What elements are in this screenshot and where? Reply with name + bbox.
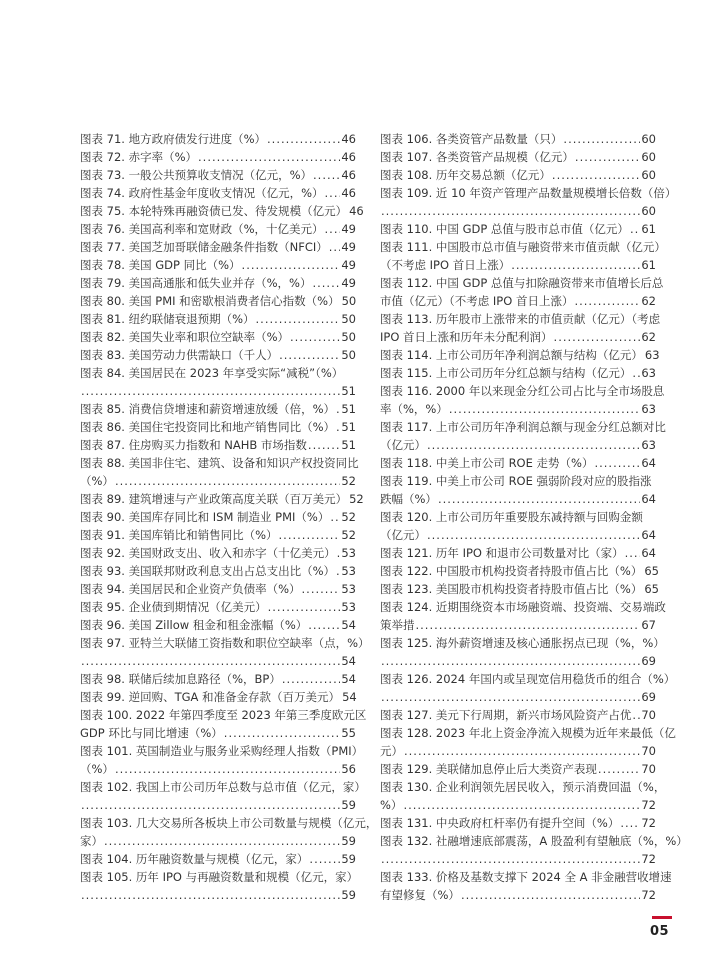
toc-dot-leader <box>563 130 640 148</box>
toc-entry-page: 65 <box>644 564 659 578</box>
toc-entry[interactable] <box>80 562 356 580</box>
toc-dot-leader <box>511 256 640 274</box>
toc-entry-page: 49 <box>341 276 356 290</box>
toc-entry[interactable] <box>80 400 356 418</box>
toc-entry[interactable] <box>80 148 356 166</box>
toc-entry-page: 60 <box>641 204 656 218</box>
toc-entry-title: 图表 78. 美国 GDP 同比（%） <box>80 258 241 272</box>
toc-entry[interactable] <box>80 256 356 274</box>
toc-entry[interactable] <box>380 238 666 274</box>
toc-entry[interactable] <box>380 814 656 832</box>
toc-entry[interactable] <box>80 454 359 490</box>
toc-entry-page: 53 <box>341 600 356 614</box>
toc-entry[interactable] <box>80 310 356 328</box>
toc-entry[interactable] <box>80 868 359 904</box>
toc-dot-leader <box>325 184 341 202</box>
toc-entry-page: 55 <box>341 726 356 740</box>
toc-entry-page: 54 <box>341 672 356 686</box>
toc-entry[interactable] <box>380 580 659 598</box>
toc-entry-title: 图表 95. 企业债到期情况（亿美元） <box>80 600 267 614</box>
toc-entry-page: 52 <box>349 492 364 506</box>
toc-dot-leader <box>336 400 340 418</box>
toc-entry-title: （亿元） <box>380 528 426 542</box>
toc-entry-title: 跌幅（%） <box>380 492 437 506</box>
toc-entry[interactable] <box>380 670 676 706</box>
toc-entry-title: 图表 104. 历年融资数量与规模（亿元，家） <box>80 852 309 866</box>
toc-entry-title: 策举措 <box>380 618 415 632</box>
toc-dot-leader <box>325 220 341 238</box>
toc-entry-page: 50 <box>341 348 356 362</box>
toc-dot-leader <box>625 544 641 562</box>
toc-dot-leader <box>308 616 340 634</box>
toc-entry-title: 图表 103. 几大交易所各板块上市公司数量与规模（亿元， <box>80 816 378 830</box>
toc-entry-title: 图表 116. 2000 年以来现金分红公司占比与全市场股息 <box>380 384 665 398</box>
toc-entry-title: 图表 83. 美国劳动力供需缺口（千人） <box>80 348 279 362</box>
toc-entry-page: 49 <box>341 240 356 254</box>
toc-right-column <box>380 130 688 904</box>
toc-entry-page: 54 <box>341 618 356 632</box>
toc-dot-leader <box>337 544 341 562</box>
toc-dot-leader <box>381 202 640 220</box>
toc-entry-page: 65 <box>644 582 659 596</box>
toc-entry-page: 54 <box>342 690 357 704</box>
toc-dot-leader <box>632 706 640 724</box>
toc-entry-title: 图表 98. 联储后续加息路径（%，BP） <box>80 672 281 686</box>
toc-entry-title: 图表 115. 上市公司历年分红总额与结构（亿元） <box>380 366 632 380</box>
toc-entry-title: 图表 102. 我国上市公司历年总数与总市值（亿元，家） <box>80 780 366 794</box>
toc-entry-page: 64 <box>641 528 656 542</box>
toc-entry[interactable] <box>80 616 356 634</box>
toc-entry-title: 图表 133. 价格及基数支撑下 2024 全 A 非金融营收增速 <box>380 870 672 884</box>
toc-entry-title: 图表 112. 中国 GDP 总值与扣除融资带来市值增长后总 <box>380 276 664 290</box>
toc-entry-title: 图表 120. 上市公司历年重要股东减持额与回购金额 <box>380 510 643 524</box>
toc-entry-page: 67 <box>641 618 656 632</box>
toc-entry[interactable] <box>80 598 356 616</box>
toc-entry[interactable] <box>380 364 656 382</box>
toc-dot-leader <box>630 220 640 238</box>
toc-entry-page: 62 <box>641 330 656 344</box>
toc-entry[interactable] <box>80 526 356 544</box>
toc-entry-page: 52 <box>341 528 356 542</box>
toc-entry[interactable] <box>380 508 656 544</box>
toc-dot-leader <box>381 688 640 706</box>
toc-entry-title: 有望修复（%） <box>380 888 460 902</box>
toc-dot-leader <box>438 490 640 508</box>
toc-dot-leader <box>267 130 340 148</box>
toc-entry-page: 61 <box>641 258 656 272</box>
toc-dot-leader <box>427 526 640 544</box>
toc-entry[interactable] <box>80 184 356 202</box>
toc-entry-page: 69 <box>641 654 656 668</box>
toc-entry-title: 图表 82. 美国失业率和职位空缺率（%） <box>80 330 290 344</box>
toc-entry-page: 51 <box>341 420 356 434</box>
toc-entry-title: 图表 125. 海外薪资增速及核心通胀拐点已现（%，%） <box>380 636 665 650</box>
toc-dot-leader <box>242 256 341 274</box>
toc-entry[interactable] <box>380 274 664 310</box>
toc-entry-page: 59 <box>341 852 356 866</box>
toc-dot-leader <box>81 886 340 904</box>
toc-dot-leader <box>279 346 340 364</box>
toc-entry[interactable] <box>380 868 672 904</box>
toc-entry-title: （%） <box>80 474 114 488</box>
toc-dot-leader <box>329 238 341 256</box>
toc-entry-page: 62 <box>641 294 656 308</box>
toc-entry-page: 49 <box>341 222 356 236</box>
toc-entry-page: 59 <box>341 798 356 812</box>
toc-entry-title: %） <box>380 798 403 812</box>
toc-entry-title: 图表 73. 一般公共预算收支情况（亿元，%） <box>80 168 313 182</box>
toc-entry-title: 元） <box>380 744 403 758</box>
toc-entry-page: 64 <box>641 456 656 470</box>
toc-entry-page: 70 <box>641 744 656 758</box>
toc-entry-title: 图表 117. 上市公司历年净利润总额与现金分红总额对比 <box>380 420 666 434</box>
toc-entry-page: 51 <box>341 438 356 452</box>
toc-dot-leader <box>313 166 340 184</box>
toc-entry-title: 图表 75. 本轮特殊再融资债已发、待发规模（亿元） <box>80 204 348 218</box>
toc-entry-title: 图表 122. 中国股市机构投资者持股市值占比（%） <box>380 564 643 578</box>
toc-entry-title: 图表 119. 中美上市公司 ROE 强弱阶段对应的股指涨 <box>380 474 652 488</box>
toc-entry[interactable] <box>80 292 356 310</box>
toc-entry-page: 61 <box>641 222 656 236</box>
toc-dot-leader <box>81 382 340 400</box>
toc-entry[interactable] <box>80 418 356 436</box>
toc-entry-title: 图表 123. 美国股市机构投资者持股市值占比（%） <box>380 582 643 596</box>
toc-entry-title: 图表 74. 政府性基金年度收支情况（亿元，%） <box>80 186 324 200</box>
toc-entry-title: 图表 97. 亚特兰大联储工资指数和职位空缺率（点，%） <box>80 636 370 650</box>
toc-entry[interactable] <box>80 490 364 508</box>
toc-entry[interactable] <box>380 706 656 724</box>
toc-entry[interactable] <box>380 760 656 778</box>
toc-entry-title: （%） <box>80 762 114 776</box>
toc-dot-leader <box>427 436 640 454</box>
toc-entry-page: 70 <box>641 762 656 776</box>
toc-entry-title: 图表 93. 美国联邦财政利息支出占总支出比（%） <box>80 564 336 578</box>
toc-entry-title: 图表 99. 逆回购、TGA 和准备金存款（百万美元） <box>80 690 341 704</box>
toc-dot-leader <box>256 310 341 328</box>
toc-entry-title: 率（%，%） <box>380 402 448 416</box>
toc-entry-page: 54 <box>341 654 356 668</box>
toc-entry-title: 图表 81. 纽约联储衰退预期（%） <box>80 312 255 326</box>
toc-entry[interactable] <box>380 832 688 868</box>
toc-entry-title: 图表 109. 近 10 年资产管理产品数量规模增长倍数（倍） <box>380 186 677 200</box>
toc-entry-title: 图表 100. 2022 年第四季度至 2023 年第三季度欧元区 <box>80 708 367 722</box>
toc-entry-page: 59 <box>341 834 356 848</box>
toc-entry-page: 52 <box>341 474 356 488</box>
toc-entry-page: 50 <box>341 294 357 308</box>
toc-entry-title: 图表 92. 美国财政支出、收入和赤字（十亿美元） <box>80 546 336 560</box>
toc-dot-leader <box>416 616 641 634</box>
toc-dot-leader <box>282 670 341 688</box>
toc-entry-title: 图表 121. 历年 IPO 和退市公司数量对比（家） <box>380 546 624 560</box>
toc-entry[interactable] <box>80 436 356 454</box>
toc-entry-title: 图表 101. 英国制造业与服务业采购经理人指数（PMI） <box>80 744 364 758</box>
toc-entry-title: 图表 129. 美联储加息停止后大类资产表现 <box>380 762 597 776</box>
toc-dot-leader <box>575 148 640 166</box>
toc-dot-leader <box>268 598 341 616</box>
toc-entry-title: 图表 76. 美国高利率和宽财政（%，十亿美元） <box>80 222 324 236</box>
toc-entry[interactable] <box>80 670 356 688</box>
toc-entry-page: 53 <box>341 564 356 578</box>
toc-entry-page: 50 <box>341 312 356 326</box>
page-number: 05 <box>650 924 670 939</box>
toc-entry[interactable] <box>380 148 656 166</box>
toc-entry-page: 60 <box>641 168 656 182</box>
toc-entry-title: 图表 131. 中央政府杠杆率仍有提升空间（%） <box>380 816 620 830</box>
toc-entry-title: 图表 94. 美国居民和企业资产负债率（%） <box>80 582 301 596</box>
toc-entry-page: 53 <box>341 546 356 560</box>
toc-entry[interactable] <box>80 778 366 814</box>
toc-entry-title: 图表 130. 企业利润领先居民收入，预示消费回温（%， <box>380 780 666 794</box>
toc-dot-leader <box>598 760 640 778</box>
toc-entry-page: 50 <box>341 330 356 344</box>
toc-dot-leader <box>115 472 340 490</box>
toc-dot-leader <box>330 508 340 526</box>
toc-dot-leader <box>403 796 640 814</box>
toc-entry-page: 70 <box>641 708 656 722</box>
toc-entry-title: 图表 107. 各类资管产品规模（亿元） <box>380 150 574 164</box>
toc-dot-leader <box>308 436 340 454</box>
toc-entry-page: 69 <box>641 690 656 704</box>
toc-entry-title: （亿元） <box>380 438 426 452</box>
toc-entry[interactable] <box>80 688 356 706</box>
toc-entry-title: 图表 91. 美国库销比和销售同比（%） <box>80 528 278 542</box>
toc-dot-leader <box>594 454 640 472</box>
toc-dot-leader <box>290 328 340 346</box>
toc-dot-leader <box>279 526 341 544</box>
toc-entry-title: 图表 126. 2024 年国内或呈现宽信用稳货币的组合（%） <box>380 672 676 686</box>
toc-left-column <box>80 130 378 904</box>
toc-entry[interactable] <box>80 202 364 220</box>
toc-entry[interactable] <box>80 220 356 238</box>
toc-entry-page: 63 <box>641 438 656 452</box>
toc-entry-title: IPO 首日上涨和历年未分配利润） <box>380 330 553 344</box>
toc-entry-page: 46 <box>341 132 356 146</box>
toc-entry-title: 图表 77. 美国芝加哥联储金融条件指数（NFCI） <box>80 240 328 254</box>
toc-entry-title: 市值（亿元）（不考虑 IPO 首日上涨） <box>380 294 574 308</box>
toc-entry[interactable] <box>80 580 356 598</box>
toc-entry[interactable] <box>380 184 677 220</box>
toc-entry-page: 63 <box>641 402 656 416</box>
toc-entry[interactable] <box>380 472 656 508</box>
toc-entry-page: 72 <box>641 888 656 902</box>
toc-entry-title: 图表 127. 美元下行周期，新兴市场风险资产占优 <box>380 708 632 722</box>
toc-entry[interactable] <box>80 706 367 742</box>
toc-entry-page: 64 <box>641 492 656 506</box>
toc-dot-leader <box>449 400 641 418</box>
toc-dot-leader <box>632 364 640 382</box>
toc-entry[interactable] <box>80 346 356 364</box>
toc-entry-title: 图表 96. 美国 Zillow 租金和租金涨幅（%） <box>80 618 308 632</box>
toc-entry-page: 46 <box>349 204 364 218</box>
toc-entry[interactable] <box>380 382 665 418</box>
toc-entry[interactable] <box>380 418 666 454</box>
toc-entry[interactable] <box>380 778 666 814</box>
toc-entry-title: 图表 84. 美国居民在 2023 年享受实际“减税”（%） <box>80 366 344 380</box>
toc-entry[interactable] <box>380 598 666 634</box>
toc-entry[interactable] <box>380 310 661 346</box>
toc-entry-page: 72 <box>641 816 656 830</box>
toc-entry-page: 46 <box>341 168 356 182</box>
toc-entry-page: 46 <box>341 150 356 164</box>
toc-entry[interactable] <box>380 346 660 364</box>
toc-entry-page: 56 <box>341 762 356 776</box>
toc-entry[interactable] <box>380 166 656 184</box>
toc-dot-leader <box>81 796 340 814</box>
toc-entry[interactable] <box>380 634 665 670</box>
toc-entry-title: 图表 118. 中美上市公司 ROE 走势（%） <box>380 456 594 470</box>
toc-entry-page: 53 <box>341 582 356 596</box>
toc-entry-title: 图表 128. 2023 年北上资金净流入规模为近年来最低（亿 <box>380 726 676 740</box>
toc-dot-leader <box>302 580 341 598</box>
toc-entry[interactable] <box>80 544 356 562</box>
toc-entry-title: 图表 105. 历年 IPO 与再融资数量和规模（亿元，家） <box>80 870 359 884</box>
toc-entry-title: 图表 71. 地方政府债发行进度（%） <box>80 132 267 146</box>
toc-entry[interactable] <box>380 544 656 562</box>
toc-entry-page: 46 <box>341 186 356 200</box>
toc-entry-title: （不考虑 IPO 首日上涨） <box>380 258 511 272</box>
toc-entry-title: 图表 113. 历年股市上涨带来的市值贡献（亿元）（考虑 <box>380 312 661 326</box>
toc-entry-title: 图表 88. 美国非住宅、建筑、设备和知识产权投资同比 <box>80 456 359 470</box>
toc-dot-leader <box>198 148 340 166</box>
toc-entry-title: 图表 90. 美国库存同比和 ISM 制造业 PMI（%） <box>80 510 330 524</box>
toc-entry-page: 59 <box>341 888 356 902</box>
toc-entry[interactable] <box>380 130 656 148</box>
toc-entry[interactable] <box>380 454 656 472</box>
toc-dot-leader <box>81 652 340 670</box>
toc-entry-title: 图表 85. 消费信贷增速和薪资增速放缓（倍，%） <box>80 402 336 416</box>
toc-dot-leader <box>620 814 640 832</box>
toc-entry-page: 49 <box>341 258 356 272</box>
toc-entry-title: GDP 环比与同比增速（%） <box>80 726 223 740</box>
toc-entry[interactable] <box>80 634 370 670</box>
toc-dot-leader <box>461 886 640 904</box>
toc-dot-leader <box>224 724 341 742</box>
toc-entry-title: 图表 86. 美国住宅投资同比和地产销售同比（%） <box>80 420 336 434</box>
toc-dot-leader <box>381 850 640 868</box>
toc-entry-title: 图表 108. 历年交易总额（亿元） <box>380 168 551 182</box>
toc-entry-title: 图表 106. 各类资管产品数量（只） <box>380 132 563 146</box>
toc-entry-title: 图表 80. 美国 PMI 和密歇根消费者信心指数（%） <box>80 294 340 308</box>
toc-entry-title: 图表 124. 近期围绕资本市场融资端、投资端、交易端政 <box>380 600 666 614</box>
toc-entry-title: 图表 72. 赤字率（%） <box>80 150 198 164</box>
toc-entry[interactable] <box>80 508 356 526</box>
toc-entry-page: 63 <box>641 366 656 380</box>
toc-entry[interactable] <box>80 814 378 850</box>
toc-entry[interactable] <box>380 724 676 760</box>
toc-entry[interactable] <box>80 850 356 868</box>
toc-entry-page: 64 <box>641 546 656 560</box>
toc-entry-page: 63 <box>644 348 660 362</box>
toc-entry[interactable] <box>380 562 659 580</box>
toc-entry-title: 图表 132. 社融增速底部震荡，A 股盈利有望触底（%，%） <box>380 834 688 848</box>
toc-entry-page: 51 <box>341 402 356 416</box>
toc-entry-title: 图表 114. 上市公司历年净利润总额与结构（亿元） <box>380 348 643 362</box>
toc-dot-leader <box>404 742 640 760</box>
toc-entry-title: 图表 79. 美国高通胀和低失业并存（%，%） <box>80 276 312 290</box>
toc-entry-page: 52 <box>341 510 356 524</box>
toc-entry-page: 51 <box>341 384 356 398</box>
toc-entry-title: 图表 111. 中国股市总市值与融资带来市值贡献（亿元） <box>380 240 666 254</box>
toc-dot-leader <box>336 418 340 436</box>
toc-dot-leader <box>336 562 340 580</box>
toc-dot-leader <box>104 832 340 850</box>
toc-dot-leader <box>381 652 640 670</box>
toc-dot-leader <box>574 292 640 310</box>
toc-entry[interactable] <box>80 238 356 256</box>
toc-entry-title: 图表 110. 中国 GDP 总值与股市总市值（亿元） <box>380 222 629 236</box>
toc-entry[interactable] <box>80 166 356 184</box>
toc-entry[interactable] <box>80 742 364 778</box>
toc-dot-leader <box>554 328 641 346</box>
toc-entry-title: 图表 87. 住房购买力指数和 NAHB 市场指数 <box>80 438 307 452</box>
toc-entry-title: 图表 89. 建筑增速与产业政策高度关联（百万美元） <box>80 492 348 506</box>
toc-dot-leader <box>552 166 640 184</box>
toc-dot-leader <box>309 850 340 868</box>
toc-entry[interactable] <box>80 364 356 400</box>
toc-entry-page: 72 <box>641 852 656 866</box>
toc-entry-page: 60 <box>641 132 656 146</box>
toc-entry-page: 72 <box>641 798 656 812</box>
toc-dot-leader <box>312 274 340 292</box>
toc-entry-title: 家） <box>80 834 103 848</box>
toc-entry[interactable] <box>80 274 356 292</box>
page-number-accent-bar <box>652 916 672 919</box>
toc-entry-page: 60 <box>641 150 656 164</box>
toc-entry[interactable] <box>380 220 656 238</box>
toc-entry[interactable] <box>80 328 356 346</box>
toc-entry[interactable] <box>80 130 356 148</box>
toc-dot-leader <box>115 760 340 778</box>
